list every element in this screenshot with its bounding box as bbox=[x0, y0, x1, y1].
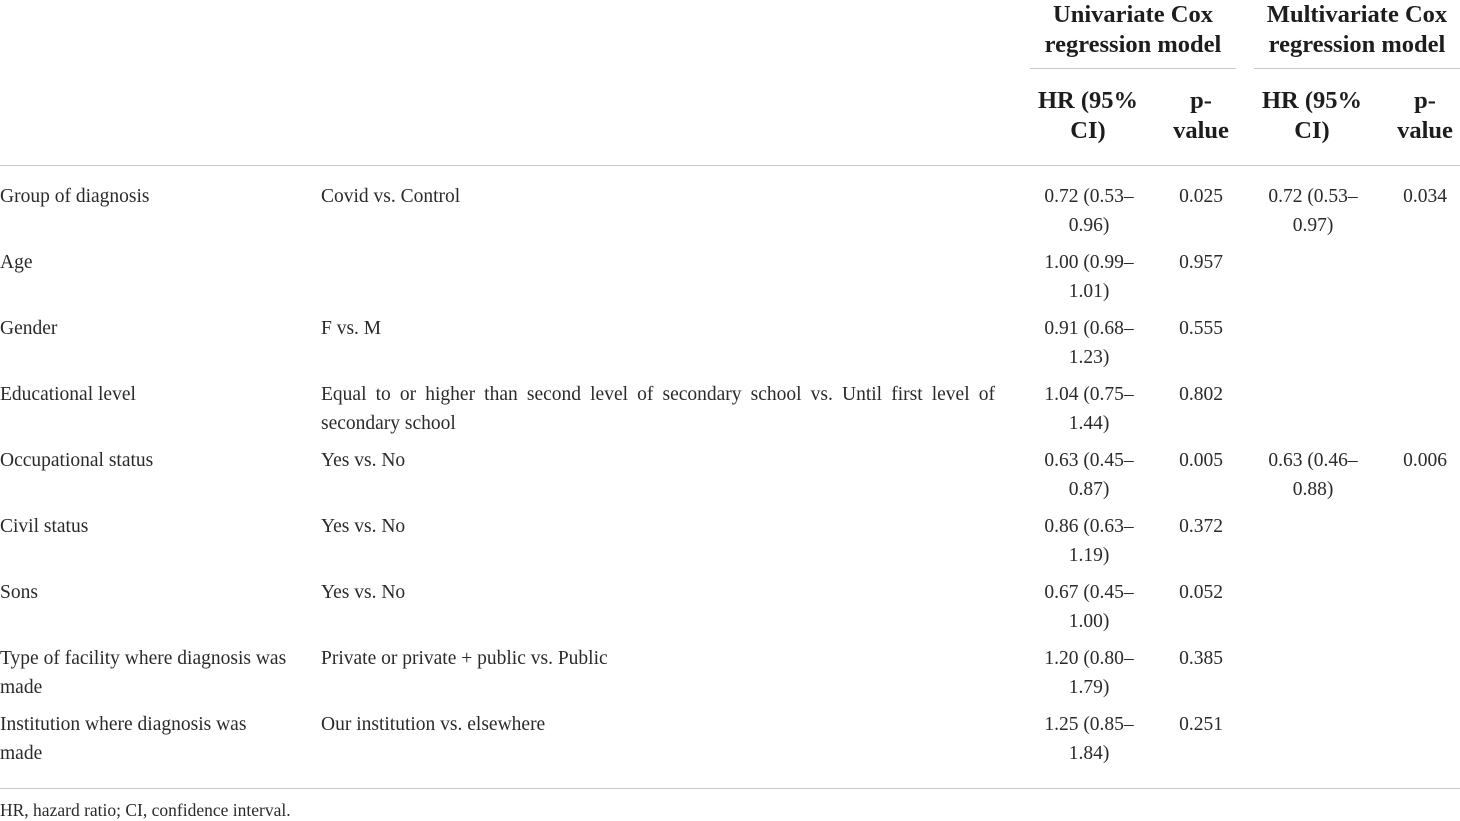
row-univariate-hr: 0.67 (0.45–1.00) bbox=[1044, 582, 1134, 632]
row-variable: Occupational status bbox=[0, 450, 154, 471]
row-univariate-p: 0.802 bbox=[1179, 384, 1223, 405]
row-univariate-p: 0.957 bbox=[1179, 252, 1223, 273]
row-multivariate-hr: 0.72 (0.53–0.97) bbox=[1268, 186, 1358, 236]
row-univariate-hr: 0.86 (0.63–1.19) bbox=[1044, 516, 1134, 566]
row-variable: Civil status bbox=[0, 516, 89, 537]
row-variable: Sons bbox=[0, 582, 38, 603]
row-univariate-p: 0.251 bbox=[1179, 714, 1223, 735]
row-variable: Institution where diagnosis was made bbox=[0, 714, 247, 764]
row-variable: Gender bbox=[0, 318, 58, 339]
row-comparison: Yes vs. No bbox=[321, 582, 406, 603]
row-multivariate-p: 0.006 bbox=[1403, 450, 1447, 471]
row-comparison: Private or private + public vs. Public bbox=[321, 648, 608, 669]
row-comparison: Yes vs. No bbox=[321, 516, 406, 537]
table-footnote: HR, hazard ratio; CI, confidence interval. bbox=[0, 800, 291, 820]
row-univariate-hr: 1.00 (0.99–1.01) bbox=[1044, 252, 1134, 302]
row-univariate-p: 0.372 bbox=[1179, 516, 1223, 537]
row-univariate-p: 0.385 bbox=[1179, 648, 1223, 669]
row-univariate-hr: 0.72 (0.53–0.96) bbox=[1044, 186, 1134, 236]
multivariate-group-rule bbox=[1254, 68, 1460, 69]
multivariate-group-header: Multivariate Cox regression model bbox=[1266, 1, 1448, 58]
row-univariate-hr: 1.25 (0.85–1.84) bbox=[1044, 714, 1134, 764]
row-multivariate-p: 0.034 bbox=[1403, 186, 1447, 207]
univariate-group-header: Univariate Cox regression model bbox=[1044, 1, 1222, 58]
row-variable: Group of diagnosis bbox=[0, 186, 150, 207]
row-variable: Age bbox=[0, 252, 33, 273]
row-comparison: Yes vs. No bbox=[321, 450, 406, 471]
row-multivariate-hr: 0.63 (0.46–0.88) bbox=[1268, 450, 1358, 500]
row-univariate-hr: 1.20 (0.80–1.79) bbox=[1044, 648, 1134, 698]
row-univariate-hr: 0.91 (0.68–1.23) bbox=[1044, 318, 1134, 368]
row-variable: Type of facility where diagnosis was made bbox=[0, 648, 287, 698]
row-comparison: Covid vs. Control bbox=[321, 186, 461, 207]
row-variable: Educational level bbox=[0, 384, 136, 405]
row-univariate-p: 0.005 bbox=[1179, 450, 1223, 471]
row-univariate-hr: 0.63 (0.45–0.87) bbox=[1044, 450, 1134, 500]
row-univariate-p: 0.555 bbox=[1179, 318, 1223, 339]
multivariate-p-header: p-value bbox=[1397, 87, 1453, 144]
header-bottom-rule bbox=[0, 165, 1460, 166]
row-univariate-hr: 1.04 (0.75–1.44) bbox=[1044, 384, 1134, 434]
row-comparison: F vs. M bbox=[321, 318, 382, 339]
row-comparison: Equal to or higher than second level of secondary school vs. Until first level of secondary school bbox=[321, 384, 995, 434]
univariate-hr-header: HR (95% CI) bbox=[1037, 87, 1139, 144]
table-bottom-rule bbox=[0, 788, 1460, 789]
row-univariate-p: 0.025 bbox=[1179, 186, 1223, 207]
row-univariate-p: 0.052 bbox=[1179, 582, 1223, 603]
univariate-group-rule bbox=[1030, 68, 1236, 69]
multivariate-hr-header: HR (95% CI) bbox=[1261, 87, 1363, 144]
row-comparison: Our institution vs. elsewhere bbox=[321, 714, 546, 735]
univariate-p-header: p-value bbox=[1173, 87, 1229, 144]
